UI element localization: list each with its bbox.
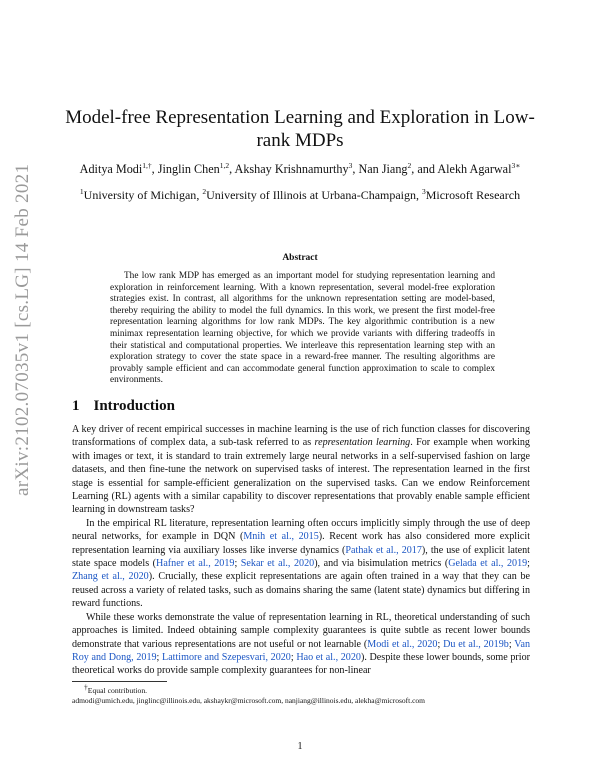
paragraph-text: A key driver of recent empirical successes in machine learning is the use of rich function classes for discovering transformations of complex data, a sub-task referred to as xyxy=(72,424,530,449)
paragraph-text: . For example when working with images or text, it is standard to train extremely large neural networks in a self-supervised fashion on large datasets, and then fine-tune the network on supervised tasks of interest. The representation learned in the first stage is essential for sample-efficient generalization on the supervised tasks. Can we endow Reinforcement Learning (RL) agents with a similar capability to discover representations that provably enable sample efficient learning in downstream tasks? xyxy=(72,437,530,516)
section-heading xyxy=(72,398,175,415)
citation-link[interactable]: Mnih et al., 2015 xyxy=(243,531,319,543)
citation-link[interactable]: Modi et al., 2020 xyxy=(367,638,438,650)
footnote-equal-contribution: †Equal contribution. xyxy=(84,682,148,695)
paper-title: Model-free Representation Learning and Exploration in Low-rank MDPs xyxy=(65,107,535,151)
footnote-emails: admodi@umich.edu, jinglinc@illinois.edu, akshaykr@microsoft.com, nanjiang@illinois.edu, alekha@microsoft.com xyxy=(72,696,426,705)
affiliation-list xyxy=(60,188,540,203)
citation-link[interactable]: Zhang et al., 2020 xyxy=(72,571,149,583)
citation-link[interactable]: Van Roy and Dong, 2019 xyxy=(72,638,530,663)
abstract-text: The low rank MDP has emerged as an important model for studying representation learning and exploration in reinforcement learning. With a known representation, several model-free exploration strategies exist. In contrast, all algorithms for the unknown representation setting are model-based, thereby requiring the ability to model the full dynamics. In this work, we present the first model-free representation learning algorithms for low rank MDPs. The key algorithmic contribution is a new minimax representation learning objective, for which we provide variants with differing tradeoffs in their statistical and computational properties. We interleave this representation learning step with an exploration strategy to cover the state space in a reward-free manner. The resulting algorithms are provably sample efficient and can accommodate general function approximation to scale to complex environments. xyxy=(110,271,495,386)
paragraph-text: ; xyxy=(290,651,297,663)
paragraph-text: ; xyxy=(437,638,444,650)
citation-link[interactable]: Hao et al., 2020 xyxy=(296,651,361,663)
arxiv-identifier-stamp: arXiv:2102.07035v1 [cs.LG] 14 Feb 2021 xyxy=(12,163,33,496)
section-number: 1 xyxy=(72,398,80,414)
emphasized-term: representation learning xyxy=(314,437,411,449)
paragraph-text: ). Crucially, these explicit representations are again often trained in a way that they can be reused across a variety of related tasks, such as domains sharing the same (latent state) dynamics but differing in reward functions. xyxy=(72,571,530,610)
citation-link[interactable]: Gelada et al., 2019 xyxy=(448,558,528,570)
body-paragraph xyxy=(72,517,530,611)
citation-link[interactable]: Hafner et al., 2019 xyxy=(156,558,235,570)
paragraph-text: ; xyxy=(527,558,530,570)
affiliation: $^3$Microsoft Research xyxy=(422,187,521,202)
paragraph-text: ). Recent work has also considered more explicit representation learning via auxiliary losses like inverse dynamics ( xyxy=(72,531,531,556)
citation-link[interactable]: Sekar et al., 2020 xyxy=(240,558,315,570)
paragraph-text: ; xyxy=(234,558,241,570)
citation-link[interactable]: Du et al., 2019b xyxy=(443,638,509,650)
body-text xyxy=(72,423,530,678)
paragraph-text: In the empirical RL literature, representation learning often occurs implicitly simply through the use of deep neural networks, for example in DQN ( xyxy=(72,517,530,543)
author: Akshay Krishnamurthy$^3$, xyxy=(234,160,359,176)
paragraph-text: ). Despite these lower bounds, some prior theoretical works do provide sample complexity guarantees for non-linear xyxy=(72,651,531,677)
paragraph-text: ; xyxy=(156,651,163,663)
citation-link[interactable]: Lattimore and Szepesvari, 2020 xyxy=(162,651,291,663)
citation-link[interactable]: Pathak et al., 2017 xyxy=(345,544,422,556)
author: Aditya Modi$^{1,\dagger}$, xyxy=(79,160,158,176)
section-title: Introduction xyxy=(93,398,175,414)
author: Alekh Agarwal$^{3∗}$ xyxy=(437,160,521,176)
author-list xyxy=(60,162,540,177)
paragraph-text: ), the use of explicit latent state space models ( xyxy=(72,544,530,570)
affiliation: $^2$University of Illinois at Urbana-Champaign, xyxy=(202,187,423,202)
body-paragraph xyxy=(72,611,530,678)
page-number: 1 xyxy=(297,741,303,752)
paragraph-text: ), and via bisimulation metrics ( xyxy=(314,558,449,570)
author: Nan Jiang$^2$, and xyxy=(358,160,438,176)
abstract-heading: Abstract xyxy=(282,253,318,263)
paragraph-text: ; xyxy=(508,638,515,650)
body-paragraph xyxy=(72,423,530,517)
author: Jinglin Chen$^{1,2}$, xyxy=(157,160,235,176)
affiliation: $^1$University of Michigan, xyxy=(79,187,203,202)
paragraph-text: While these works demonstrate the value of representation learning in RL, theoretical understanding of such approaches is limited. Indeed obtaining sample complexity guarantees is quite subtle as recent lower bounds demonstrate that various representations are not useful or not learnable ( xyxy=(72,611,530,650)
